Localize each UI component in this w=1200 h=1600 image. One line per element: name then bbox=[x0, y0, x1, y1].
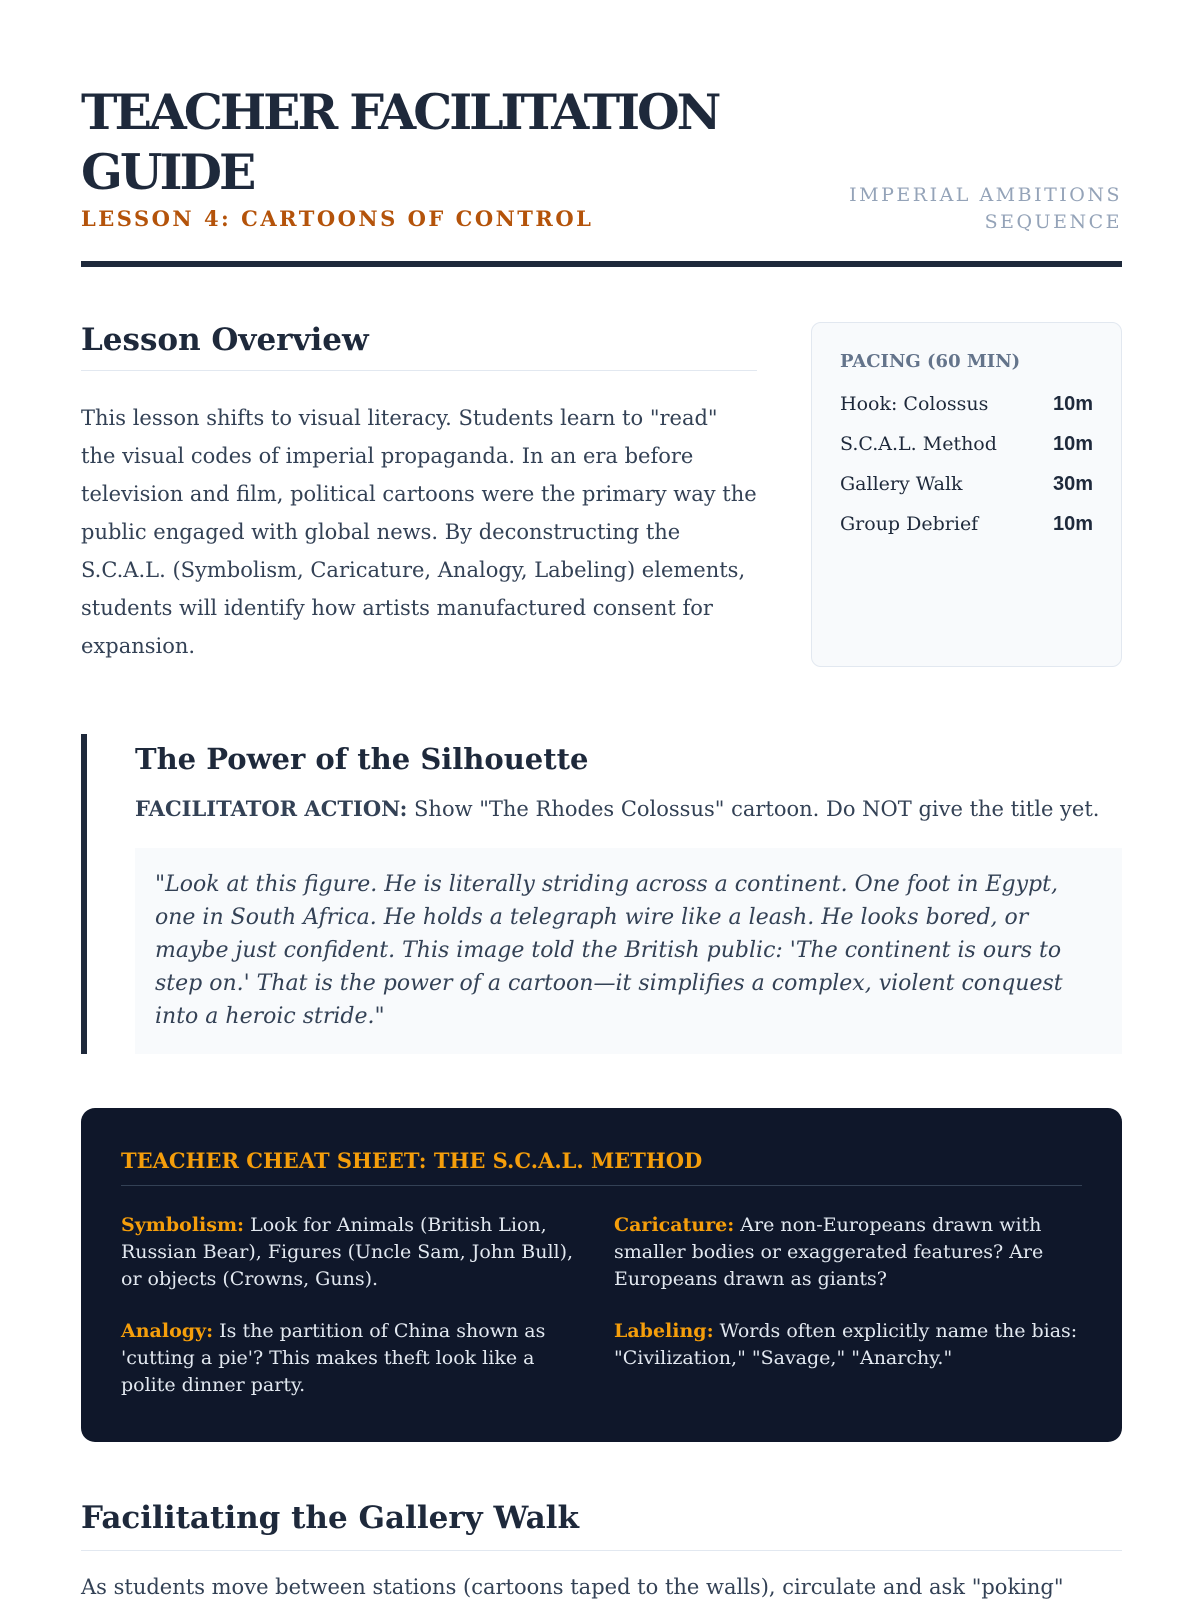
cheat-item-text: Are non-Europeans drawn with smaller bodies or exaggerated features? Are Europeans drawn as giants? bbox=[614, 1214, 1044, 1290]
pacing-row-label: Group Debrief bbox=[840, 513, 979, 535]
pacing-row bbox=[840, 424, 1093, 464]
cheat-item-text: Is the partition of China shown as 'cutting a pie'? This makes theft look like a polite dinner party. bbox=[121, 1320, 546, 1396]
page-title: TEACHER FACILITATION GUIDE bbox=[81, 83, 719, 201]
pacing-row-time: 10m bbox=[1052, 433, 1093, 455]
cheat-sheet-title: TEACHER CHEAT SHEET: THE S.C.A.L. METHOD bbox=[121, 1148, 1082, 1186]
cheat-item-labeling bbox=[614, 1318, 1082, 1372]
gallery-heading: Facilitating the Gallery Walk bbox=[81, 1500, 1122, 1551]
cheat-item-key: Caricature: bbox=[614, 1214, 735, 1236]
cheat-item-text: Words often explicitly name the bias: "Civilization," "Savage," "Anarchy." bbox=[614, 1320, 1078, 1369]
pacing-row bbox=[840, 504, 1093, 544]
cheat-item-analogy bbox=[121, 1318, 589, 1399]
facilitator-action-label: FACILITATOR ACTION: bbox=[135, 796, 408, 821]
pacing-row-label: S.C.A.L. Method bbox=[840, 433, 997, 455]
overview-heading: Lesson Overview bbox=[81, 322, 757, 371]
sequence-label bbox=[822, 182, 1122, 236]
silhouette-heading: The Power of the Silhouette bbox=[135, 742, 589, 776]
pacing-row-time: 10m bbox=[1052, 513, 1093, 535]
sequence-label-line-2: SEQUENCE bbox=[984, 211, 1122, 233]
pacing-row-label: Hook: Colossus bbox=[840, 393, 989, 415]
cheat-item-key: Analogy: bbox=[121, 1320, 214, 1342]
pacing-row-time: 10m bbox=[1052, 393, 1093, 415]
facilitator-action-text: Show "The Rhodes Colossus" cartoon. Do NOT give the title yet. bbox=[407, 797, 1100, 821]
cheat-item-text: Look for Animals (British Lion, Russian Bear), Figures (Uncle Sam, John Bull), or objects (Crowns, Guns). bbox=[121, 1214, 574, 1290]
sequence-label-line-1: IMPERIAL AMBITIONS bbox=[849, 184, 1122, 206]
pacing-title: PACING (60 MIN) bbox=[840, 351, 1021, 372]
cheat-item-symbolism bbox=[121, 1212, 589, 1293]
cheat-item-key: Symbolism: bbox=[121, 1214, 245, 1236]
lesson-overview-section bbox=[81, 322, 757, 665]
pacing-row bbox=[840, 464, 1093, 504]
silhouette-section bbox=[81, 734, 1122, 1054]
cheat-item-caricature bbox=[614, 1212, 1082, 1293]
facilitator-action bbox=[135, 796, 1099, 821]
pacing-row bbox=[840, 384, 1093, 424]
lesson-subtitle: LESSON 4: CARTOONS OF CONTROL bbox=[81, 206, 594, 231]
pacing-row-label: Gallery Walk bbox=[840, 473, 963, 495]
overview-text: This lesson shifts to visual literacy. Students learn to "read" the visual codes of imperial propaganda. In an era before television and film, political cartoons were the primary way the public engaged with global news. By deconstructing the S.C.A.L. (Symbolism, Caricature, Analogy, Labeling) elements, students will identify how artists manufactured consent for expansion. bbox=[81, 406, 757, 658]
pacing-row-time: 30m bbox=[1052, 473, 1093, 495]
header-divider bbox=[81, 261, 1122, 267]
script-quote: "Look at this figure. He is literally striding across a continent. One foot in Egypt, one in South Africa. He holds a telegraph wire like a leash. He looks bored, or maybe just confident. This image told the British public: 'The continent is ours to step on.' That is the power of a cartoon—it simplifies a complex, violent conquest into a heroic stride." bbox=[135, 848, 1122, 1054]
cheat-sheet-panel bbox=[81, 1108, 1122, 1442]
gallery-walk-section bbox=[81, 1500, 1122, 1600]
guide-header bbox=[81, 82, 1122, 268]
cheat-item-key: Labeling: bbox=[614, 1320, 714, 1342]
gallery-text: As students move between stations (cartoons taped to the walls), circulate and ask "poking" bbox=[81, 1575, 1064, 1599]
pacing-card bbox=[811, 322, 1122, 667]
